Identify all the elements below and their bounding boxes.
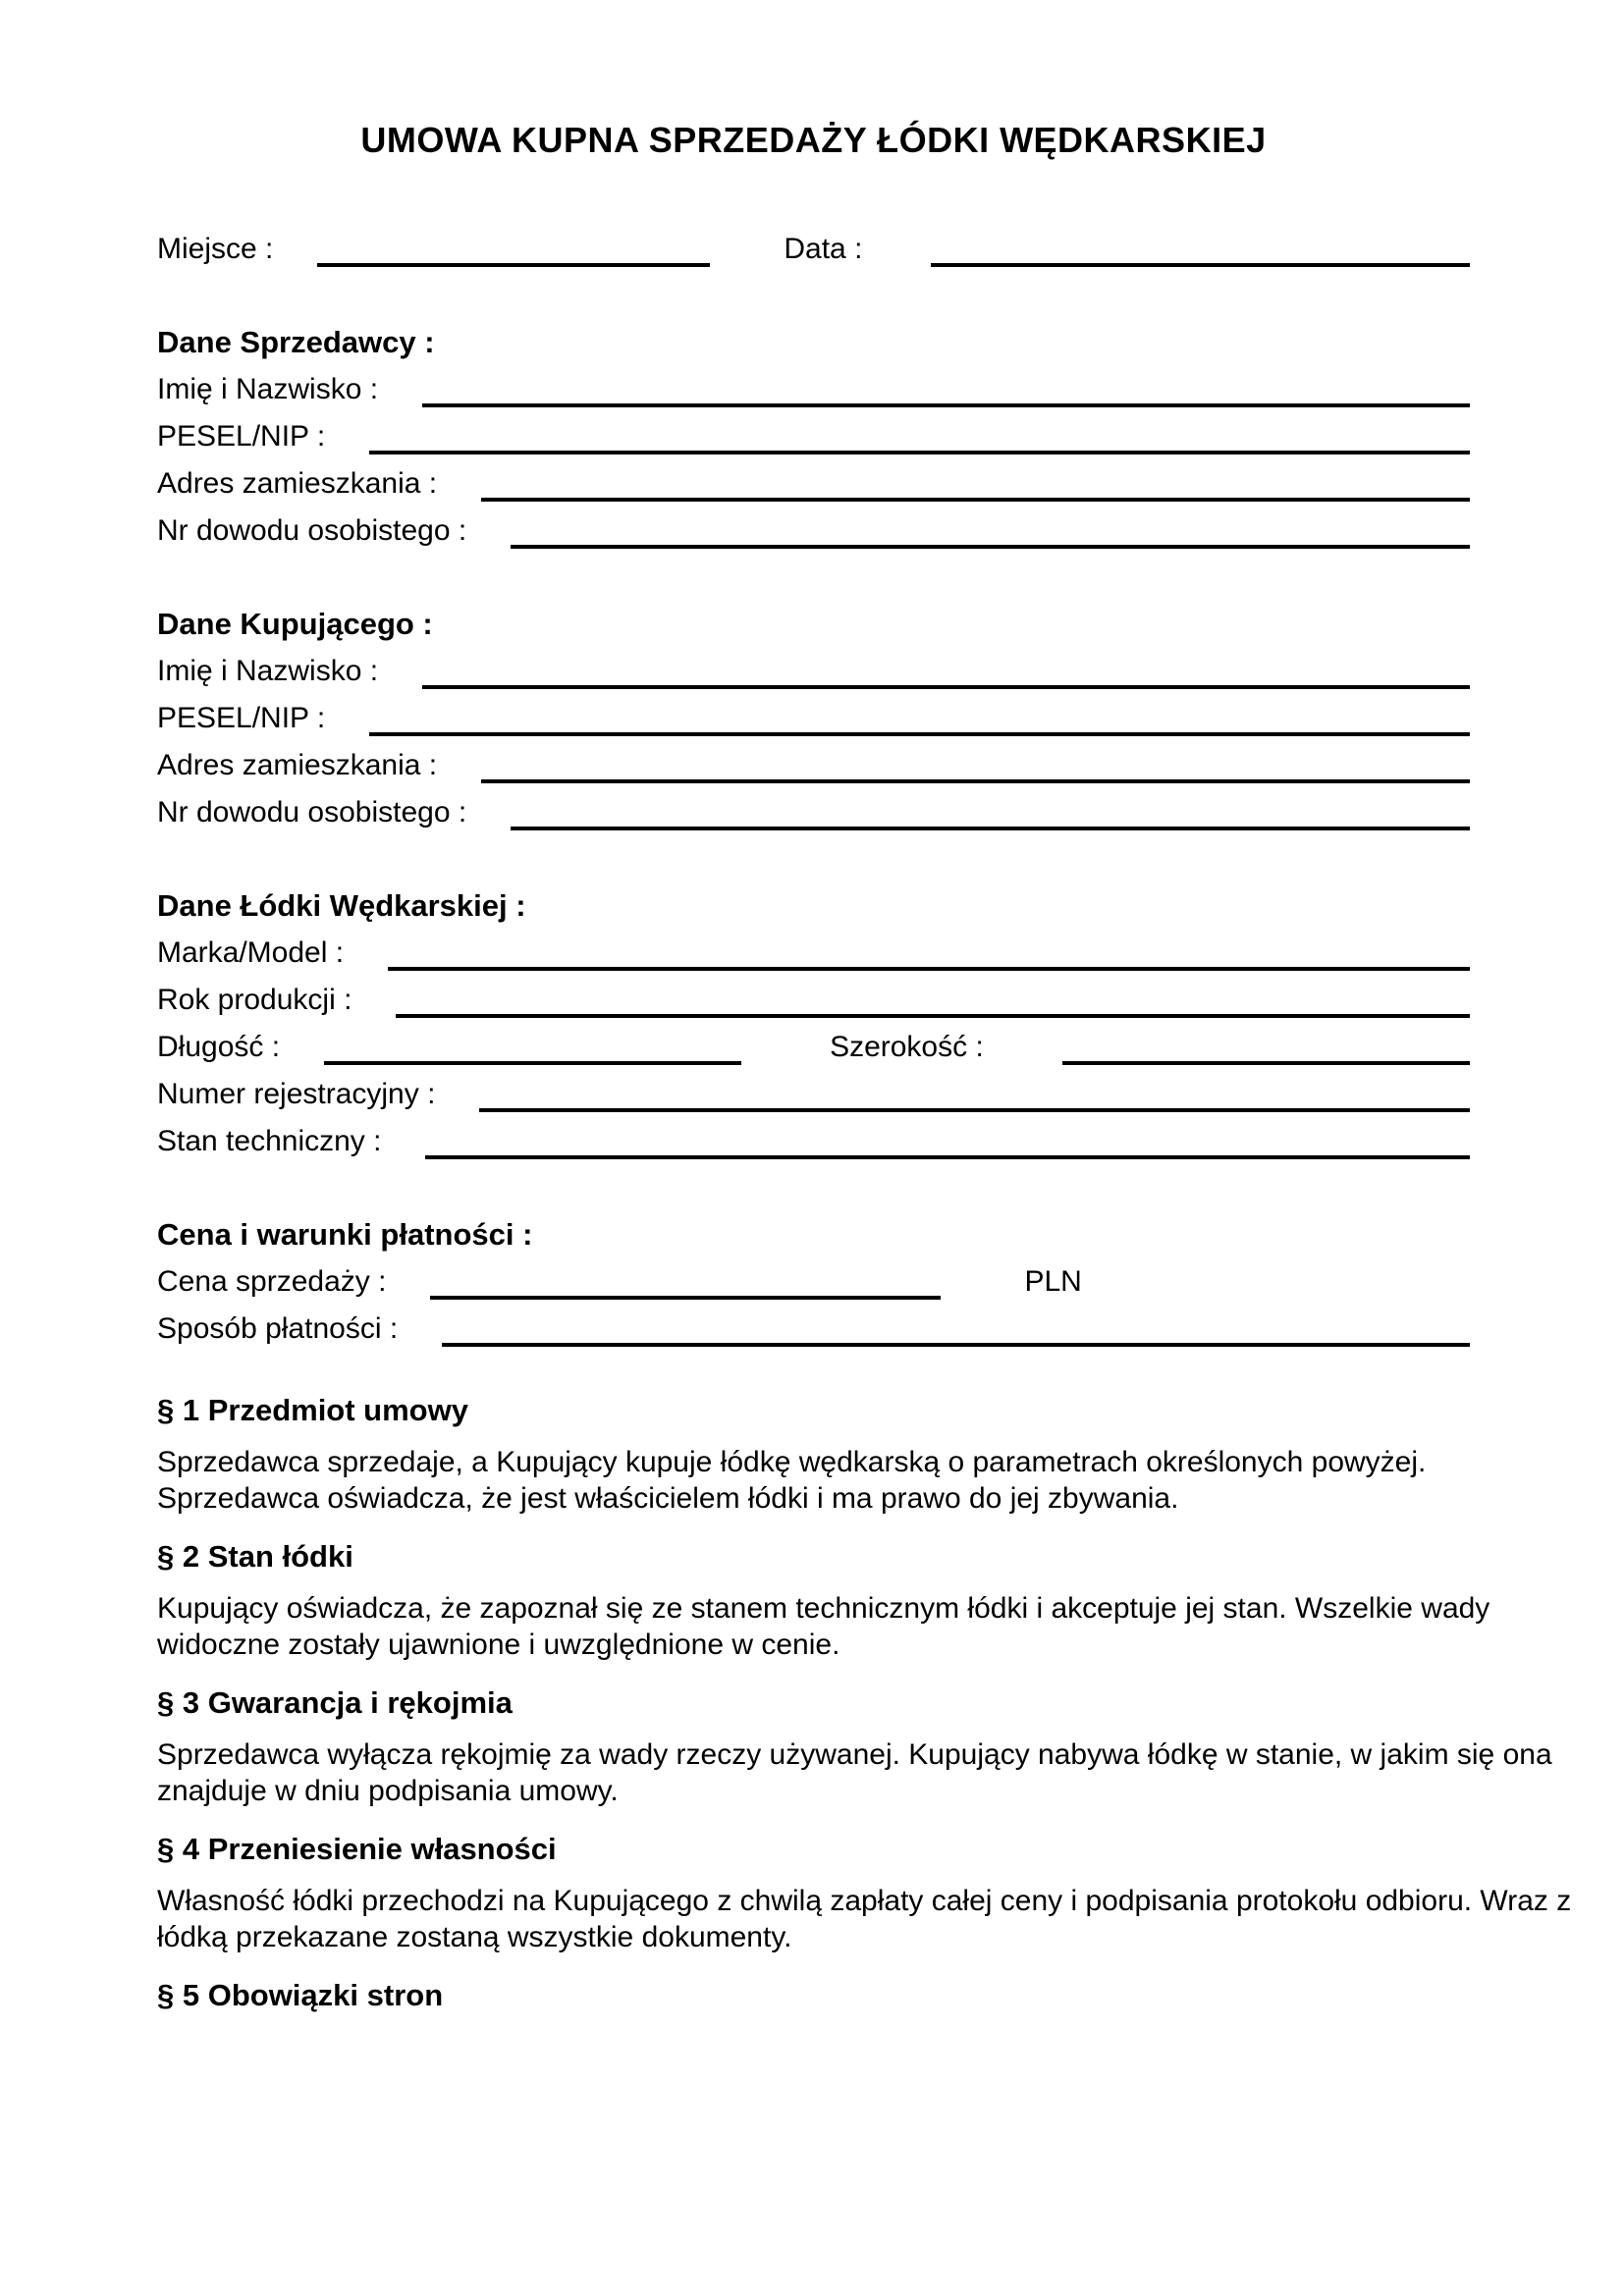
buyer-pesel-blank-line (369, 699, 1470, 736)
payment-method-row (157, 1300, 1470, 1347)
buyer-id-card-blank-line (511, 793, 1470, 830)
paragraph-5-heading: § 5 Obowiązki stron (157, 1978, 444, 2012)
place-blank-line (317, 230, 710, 267)
seller-address-blank-line (481, 464, 1470, 502)
boat-model-row (157, 924, 1470, 971)
boat-width-blank-line (1062, 1028, 1470, 1065)
boat-registration-blank-line (479, 1075, 1470, 1112)
seller-section-heading: Dane Sprzedawcy : (157, 325, 435, 359)
boat-length-label: Długość : (157, 1031, 281, 1063)
seller-pesel-blank-line (369, 417, 1470, 454)
boat-condition-label: Stan techniczny : (157, 1125, 382, 1157)
paragraph-3-heading: § 3 Gwarancja i rękojmia (157, 1685, 513, 1720)
paragraph-1-heading: § 1 Przedmiot umowy (157, 1393, 468, 1427)
date-blank-line (931, 230, 1470, 267)
paragraph-3-line-1: Sprzedawca wyłącza rękojmię za wady rzeczy używanej. Kupujący nabywa łódkę w stanie, w jakim się ona (157, 1738, 1552, 1771)
buyer-pesel-label: PESEL/NIP : (157, 702, 326, 734)
boat-year-row (157, 971, 1470, 1018)
paragraph-2-body (157, 1590, 1490, 1663)
boat-registration-row (157, 1065, 1470, 1112)
seller-id-card-label: Nr dowodu osobistego : (157, 514, 467, 547)
boat-length-blank-line (324, 1028, 741, 1065)
seller-name-label: Imię i Nazwisko : (157, 373, 379, 405)
seller-name-row (157, 360, 1470, 407)
boat-width-label: Szerokość : (830, 1031, 984, 1063)
payment-method-blank-line (442, 1309, 1470, 1347)
paragraph-4-heading: § 4 Przeniesienie własności (157, 1832, 557, 1866)
place-label: Miejsce : (157, 233, 274, 265)
paragraph-2-line-1: Kupujący oświadcza, że zapoznał się ze stanem technicznym łódki i akceptuje jej stan. Wszelkie wady (157, 1592, 1490, 1625)
place-date-row (157, 220, 1470, 267)
seller-id-card-blank-line (511, 511, 1470, 549)
boat-condition-row (157, 1112, 1470, 1159)
seller-pesel-label: PESEL/NIP : (157, 420, 326, 453)
buyer-name-blank-line (422, 652, 1470, 689)
payment-method-label: Sposób płatności : (157, 1312, 399, 1345)
buyer-name-row (157, 642, 1470, 689)
paragraph-3-line-2: znajduje w dniu podpisania umowy. (157, 1775, 619, 1807)
buyer-id-card-label: Nr dowodu osobistego : (157, 796, 467, 828)
boat-section-heading: Dane Łódki Wędkarskiej : (157, 888, 526, 923)
price-section-heading: Cena i warunki płatności : (157, 1217, 533, 1252)
seller-id-card-row (157, 502, 1470, 549)
boat-condition-blank-line (425, 1122, 1470, 1159)
buyer-id-card-row (157, 783, 1470, 830)
boat-registration-label: Numer rejestracyjny : (157, 1078, 436, 1110)
paragraph-1-line-1: Sprzedawca sprzedaje, a Kupujący kupuje łódkę wędkarską o parametrach określonych powyżej. (157, 1446, 1427, 1478)
sale-price-blank-line (430, 1262, 941, 1300)
paragraph-2-heading: § 2 Stan łódki (157, 1539, 353, 1574)
document-title: UMOWA KUPNA SPRZEDAŻY ŁÓDKI WĘDKARSKIEJ (360, 120, 1267, 160)
seller-address-label: Adres zamieszkania : (157, 467, 438, 500)
paragraph-1-body (157, 1444, 1470, 1517)
buyer-name-label: Imię i Nazwisko : (157, 655, 379, 687)
buyer-address-label: Adres zamieszkania : (157, 749, 438, 781)
buyer-section-heading: Dane Kupującego : (157, 607, 433, 641)
boat-year-blank-line (396, 981, 1470, 1018)
buyer-address-row (157, 736, 1470, 783)
paragraph-1-line-2: Sprzedawca oświadcza, że jest właścicielem łódki i ma prawo do jej zbywania. (157, 1482, 1179, 1515)
sale-price-label: Cena sprzedaży : (157, 1265, 387, 1298)
paragraph-2-line-2: widoczne zostały ujawnione i uwzględnione w cenie. (157, 1629, 840, 1661)
seller-pesel-row (157, 407, 1470, 454)
boat-year-label: Rok produkcji : (157, 984, 352, 1016)
paragraph-3-body (157, 1736, 1552, 1809)
seller-name-blank-line (422, 370, 1470, 407)
buyer-address-blank-line (481, 746, 1470, 783)
paragraph-4-line-2: łódką przekazane zostaną wszystkie dokumenty. (157, 1921, 792, 1953)
currency-label: PLN (1024, 1265, 1082, 1298)
boat-model-blank-line (388, 934, 1470, 971)
buyer-pesel-row (157, 689, 1470, 736)
boat-dimensions-row (157, 1018, 1470, 1065)
boat-model-label: Marka/Model : (157, 936, 345, 969)
paragraph-4-line-1: Własność łódki przechodzi na Kupującego z chwilą zapłaty całej ceny i podpisania protokołu odbioru. Wraz z (157, 1885, 1572, 1917)
paragraph-4-body (157, 1883, 1572, 1955)
date-label: Data : (784, 233, 863, 265)
seller-address-row (157, 454, 1470, 502)
sale-price-row (157, 1253, 1470, 1300)
